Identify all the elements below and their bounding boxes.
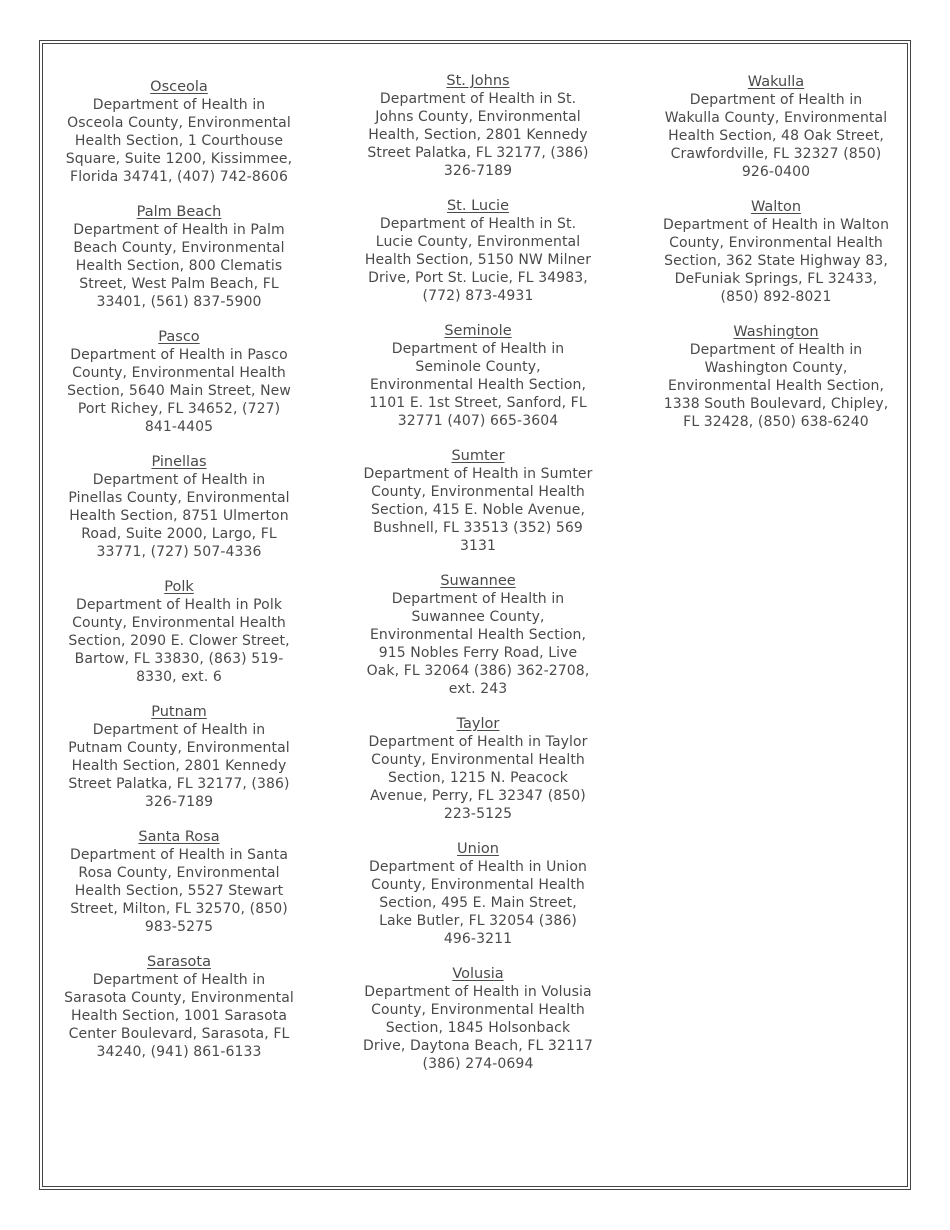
list-item (363, 447, 593, 555)
county-name: St. Lucie (446, 198, 510, 214)
county-name: Santa Rosa (138, 829, 220, 845)
list-item (64, 703, 294, 811)
county-address: Department of Health in Pasco County, Environmental Health Section, 5640 Main Street, New Port Richey, FL 34652, (727) 841-4405 (67, 347, 291, 435)
county-name: Walton (750, 199, 802, 215)
list-item (64, 203, 294, 311)
list-item (363, 965, 593, 1073)
county-address: Department of Health in Taylor County, Environmental Health Section, 1215 N. Peacock Avenue, Perry, FL 32347 (850) 223-5125 (368, 734, 588, 822)
county-name: St. Johns (446, 73, 510, 89)
county-name: Putnam (151, 704, 207, 720)
list-item (363, 715, 593, 823)
county-address: Department of Health in Washington County, Environmental Health Section, 1338 South Boulevard, Chipley, FL 32428, (850) 638-6240 (663, 342, 889, 430)
list-item (661, 73, 891, 181)
column-2 (363, 72, 593, 1090)
list-item (64, 328, 294, 436)
county-name: Osceola (150, 79, 208, 95)
county-address: Department of Health in Polk County, Environmental Health Section, 2090 E. Clower Street, Bartow, FL 33830, (863) 519-8330, ext. 6 (68, 597, 290, 685)
column-1 (64, 78, 294, 1078)
county-address: Department of Health in Santa Rosa County, Environmental Health Section, 5527 Stewart Street, Milton, FL 32570, (850) 983-5275 (69, 847, 289, 935)
list-item (363, 197, 593, 305)
county-address: Department of Health in St. Lucie County, Environmental Health Section, 5150 NW Milner Drive, Port St. Lucie, FL 34983, (772) 873-4931 (364, 216, 592, 304)
list-item (363, 572, 593, 698)
county-name: Polk (164, 579, 194, 595)
county-name: Pinellas (151, 454, 207, 470)
county-name: Sumter (451, 448, 505, 464)
list-item (64, 953, 294, 1061)
county-name: Volusia (452, 966, 504, 982)
list-item (64, 828, 294, 936)
county-address: Department of Health in Pinellas County, Environmental Health Section, 8751 Ulmerton Road, Suite 2000, Largo, FL 33771, (727) 507-4336 (68, 472, 290, 560)
county-name: Suwannee (440, 573, 516, 589)
county-name: Washington (733, 324, 819, 340)
column-3 (661, 73, 891, 448)
list-item (363, 72, 593, 180)
list-item (363, 840, 593, 948)
list-item (363, 322, 593, 430)
county-address: Department of Health in Seminole County, Environmental Health Section, 1101 E. 1st Street, Sanford, FL 32771 (407) 665-3604 (369, 341, 587, 429)
county-name: Seminole (444, 323, 512, 339)
list-item (64, 78, 294, 186)
county-address: Department of Health in Walton County, Environmental Health Section, 362 State Highway 83, DeFuniak Springs, FL 32433, (850) 892-8021 (662, 217, 890, 305)
list-item (661, 198, 891, 306)
county-address: Department of Health in Sumter County, Environmental Health Section, 415 E. Noble Avenue, Bushnell, FL 33513 (352) 569 3131 (363, 466, 593, 554)
county-address: Department of Health in Sarasota County, Environmental Health Section, 1001 Sarasota Center Boulevard, Sarasota, FL 34240, (941) 861-6133 (64, 972, 294, 1060)
county-address: Department of Health in Palm Beach County, Environmental Health Section, 800 Clematis Street, West Palm Beach, FL 33401, (561) 837-5900 (73, 222, 285, 310)
list-item (661, 323, 891, 431)
county-address: Department of Health in Osceola County, Environmental Health Section, 1 Courthouse Square, Suite 1200, Kissimmee, Florida 34741, (407) 742-8606 (65, 97, 293, 185)
county-address: Department of Health in St. Johns County, Environmental Health, Section, 2801 Kennedy Street Palatka, FL 32177, (386) 326-7189 (367, 91, 589, 179)
county-name: Taylor (456, 716, 500, 732)
list-item (64, 578, 294, 686)
county-name: Pasco (158, 329, 200, 345)
county-address: Department of Health in Volusia County, Environmental Health Section, 1845 Holsonback Drive, Daytona Beach, FL 32117 (386) 274-0694 (363, 984, 593, 1072)
county-address: Department of Health in Suwannee County, Environmental Health Section, 915 Nobles Ferry Road, Live Oak, FL 32064 (386) 362-2708, ext. 243 (366, 591, 590, 697)
county-address: Department of Health in Putnam County, Environmental Health Section, 2801 Kennedy Street Palatka, FL 32177, (386) 326-7189 (68, 722, 290, 810)
list-item (64, 453, 294, 561)
county-name: Palm Beach (136, 204, 222, 220)
county-address: Department of Health in Union County, Environmental Health Section, 495 E. Main Street, Lake Butler, FL 32054 (386) 496-3211 (368, 859, 588, 947)
county-address: Department of Health in Wakulla County, Environmental Health Section, 48 Oak Street, Crawfordville, FL 32327 (850) 926-0400 (664, 92, 888, 180)
county-name: Wakulla (747, 74, 805, 90)
county-name: Sarasota (147, 954, 211, 970)
county-name: Union (457, 841, 499, 857)
